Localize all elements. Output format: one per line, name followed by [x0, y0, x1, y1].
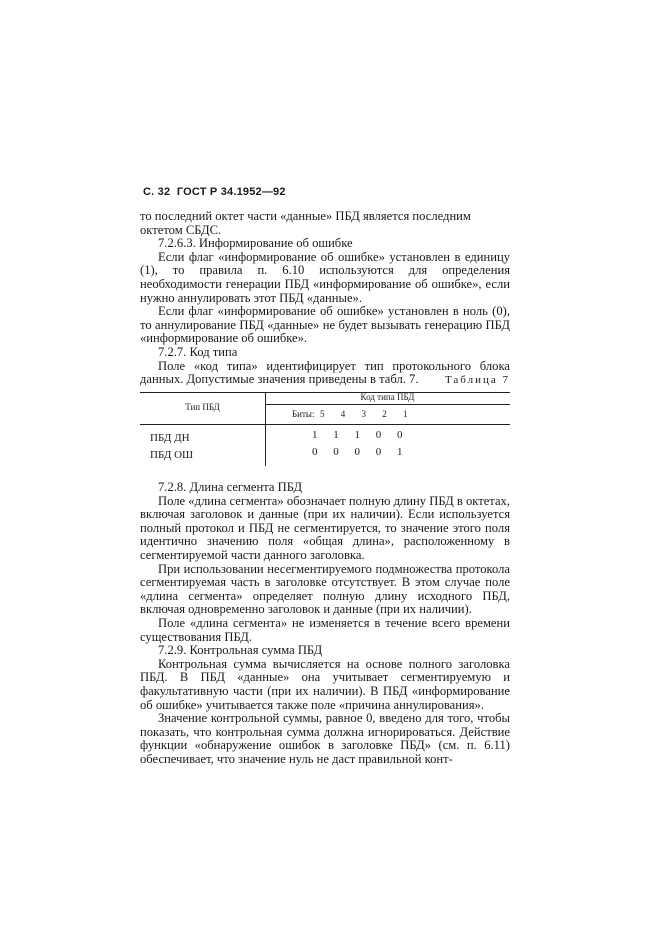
- section-heading: 7.2.9. Контрольная сумма ПБД: [158, 643, 323, 658]
- column-header-code: Код типа ПБД: [360, 392, 415, 402]
- row-type-osh: ПБД ОШ: [150, 449, 194, 461]
- paragraph: то последний октет части «данные» ПБД является последним октетом СБДС.: [140, 209, 471, 237]
- text-block-upper: [140, 210, 510, 387]
- table-subheader-rule: [265, 404, 510, 405]
- standard-number: ГОСТ Р 34.1952—92: [176, 186, 286, 198]
- row-code-osh: 0 0 0 0 1: [312, 446, 409, 458]
- paragraph: Если флаг «информирование об ошибке» установлен в ноль (0), то аннулирование ПБД «данные» не будет вызывать генерацию ПБД «информирование об ошибке».: [140, 304, 510, 346]
- page-reference: С. 32: [143, 186, 171, 198]
- paragraph: Поле «длина сегмента» обозначает полную длину ПБД в октетах, включая заголовок и данные (при их наличии). Если используется полный протокол и ПБД не сегментируется, то значение этого поля идентично значению поля «общая длина», расположенному в сегментируемой части данного заголовка.: [140, 493, 510, 562]
- bit-numbers: 5 4 3 2 1: [320, 409, 415, 419]
- bits-label: Биты:: [292, 409, 315, 419]
- table-7: [140, 392, 510, 466]
- text-block-lower: [140, 481, 510, 766]
- page-header: [143, 186, 286, 198]
- section-heading: 7.2.8. Длина сегмента ПБД: [158, 480, 303, 494]
- section-heading: 7.2.6.3. Информирование об ошибке: [158, 236, 353, 251]
- paragraph: Если флаг «информирование об ошибке» установлен в единицу (1), то правила п. 6.10 используются для определения необходимости генерации ПБД «информирование об ошибке», если нужно аннулировать этот ПБД «данные».: [140, 249, 510, 305]
- paragraph: При использовании несегментируемого подмножества протокола сегментируемая часть в заголовке отсутствует. В этом случае поле «длина сегмента» определяет полную длину исходного ПБД, включая одновременно заголовок и данные (при их наличии).: [140, 561, 510, 617]
- table-caption: Таблица 7: [444, 374, 510, 386]
- column-header-type: Тип ПБД: [185, 402, 220, 412]
- paragraph: Контрольная сумма вычисляется на основе полного заголовка ПБД. В ПБД «данные» она учитывает сегментируемую и факультативную части (при их наличии). В ПБД «информирование об ошибке» учитывается также поле «причина аннулирования».: [140, 656, 510, 712]
- table-header-rule: [140, 424, 510, 425]
- paragraph: Поле «код типа» идентифицирует тип протокольного блока данных. Допустимые значения приведены в табл. 7.: [140, 358, 510, 387]
- row-code-dn: 1 1 1 0 0: [312, 429, 409, 441]
- paragraph: Поле «длина сегмента» не изменяется в течение всего времени существования ПБД.: [140, 615, 510, 644]
- section-heading: 7.2.7. Код типа: [158, 344, 238, 359]
- paragraph: Значение контрольной суммы, равное 0, введено для того, чтобы показать, что контрольная сумма должна игнорироваться. Действие функции «обнаружение ошибок в заголовке ПБД» (см. п. 6.11) обеспечивает, что значение нуль не даст правильной конт-: [140, 711, 510, 766]
- row-type-dn: ПБД ДН: [150, 432, 190, 444]
